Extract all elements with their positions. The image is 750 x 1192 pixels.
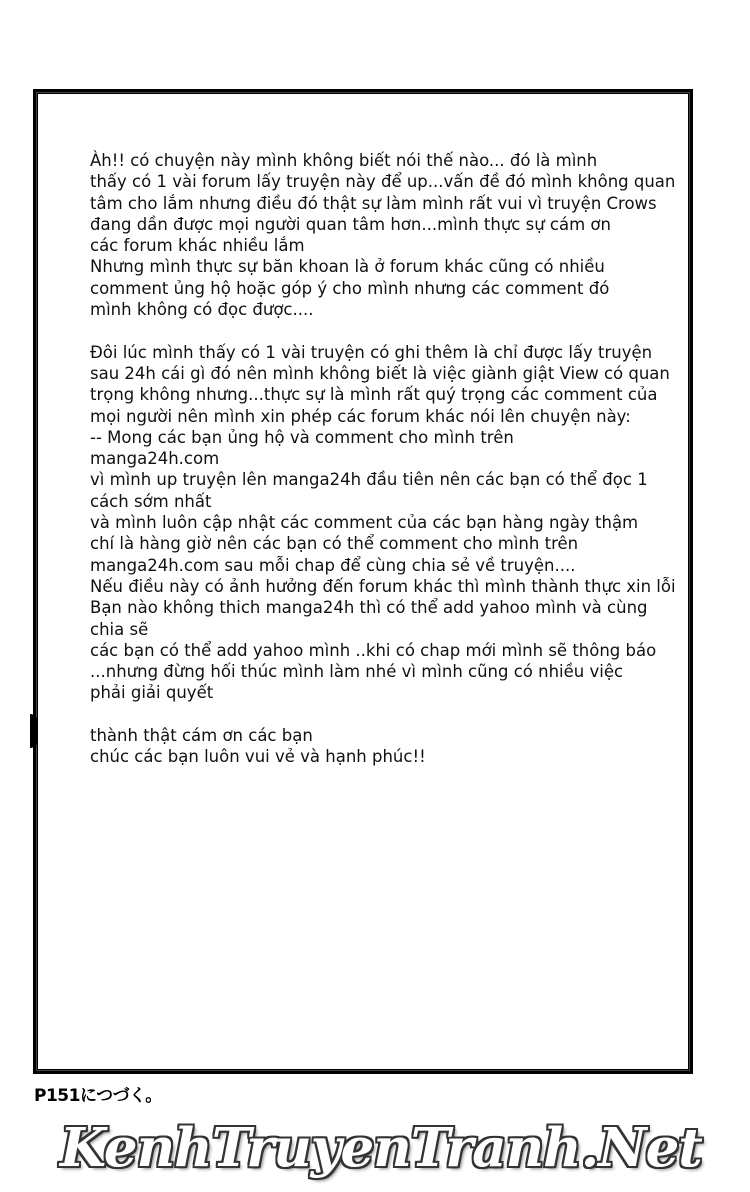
translator-note bbox=[90, 150, 680, 768]
note-line: Nhưng mình thực sự băn khoan là ở forum khác cũng có nhiều bbox=[90, 257, 605, 277]
note-line: chúc các bạn luôn vui vẻ và hạnh phúc!! bbox=[90, 747, 426, 767]
note-line: vì mình up truyện lên manga24h đầu tiên nên các bạn có thể đọc 1 bbox=[90, 470, 648, 490]
paragraph-gap bbox=[90, 320, 680, 341]
note-line: ...nhưng đừng hối thúc mình làm nhé vì mình cũng có nhiều việc bbox=[90, 662, 624, 682]
note-line: và mình luôn cập nhật các comment của các bạn hàng ngày thậm bbox=[90, 513, 639, 533]
note-line: manga24h.com bbox=[90, 449, 220, 469]
note-line: tâm cho lắm nhưng điều đó thật sự làm mình rất vui vì truyện Crows bbox=[90, 193, 657, 213]
paragraph-gap bbox=[90, 704, 680, 725]
note-line: mọi người nên mình xin phép các forum khác nói lên chuyện này: bbox=[90, 406, 631, 426]
note-line: các forum khác nhiều lắm bbox=[90, 236, 305, 256]
note-line: Àh!! có chuyện này mình không biết nói thế nào... đó là mình bbox=[90, 151, 598, 170]
note-line: đang dần được mọi người quan tâm hơn...mình thực sự cám ơn bbox=[90, 214, 611, 234]
note-line: trọng không nhưng...thực sự là mình rất quý trọng các comment của bbox=[90, 385, 658, 405]
note-line: chia sẽ bbox=[90, 619, 149, 639]
site-watermark: KenhTruyenTranh.Net bbox=[60, 1117, 702, 1179]
note-line: thành thật cám ơn các bạn bbox=[90, 726, 313, 746]
note-line: sau 24h cái gì đó nên mình không biết là việc giành giật View có quan bbox=[90, 363, 670, 383]
note-line: comment ủng hộ hoặc góp ý cho mình nhưng các comment đó bbox=[90, 278, 610, 298]
margin-mark bbox=[30, 714, 38, 748]
note-line: manga24h.com sau mỗi chap để cùng chia sẻ về truyện.... bbox=[90, 555, 576, 575]
note-line: các bạn có thể add yahoo mình ..khi có chap mới mình sẽ thông báo bbox=[90, 640, 657, 660]
note-line: phải giải quyết bbox=[90, 683, 214, 703]
note-line: cách sớm nhất bbox=[90, 491, 212, 511]
note-line: thấy có 1 vài forum lấy truyện này để up...vấn đề đó mình không quan bbox=[90, 172, 676, 192]
note-line: Đôi lúc mình thấy có 1 vài truyện có ghi thêm là chỉ được lấy truyện bbox=[90, 342, 653, 362]
note-line: -- Mong các bạn ủng hộ và comment cho mình trên bbox=[90, 427, 514, 447]
note-line: mình không có đọc được.... bbox=[90, 300, 314, 320]
note-line: Nếu điều này có ảnh hưởng đến forum khác thì mình thành thực xin lỗi bbox=[90, 576, 676, 596]
note-line: Bạn nào không thich manga24h thì có thể add yahoo mình và cùng bbox=[90, 598, 648, 618]
note-line: chí là hàng giờ nên các bạn có thể comment cho mình trên bbox=[90, 534, 579, 554]
page-continue-label: P151につづく。 bbox=[34, 1086, 162, 1106]
